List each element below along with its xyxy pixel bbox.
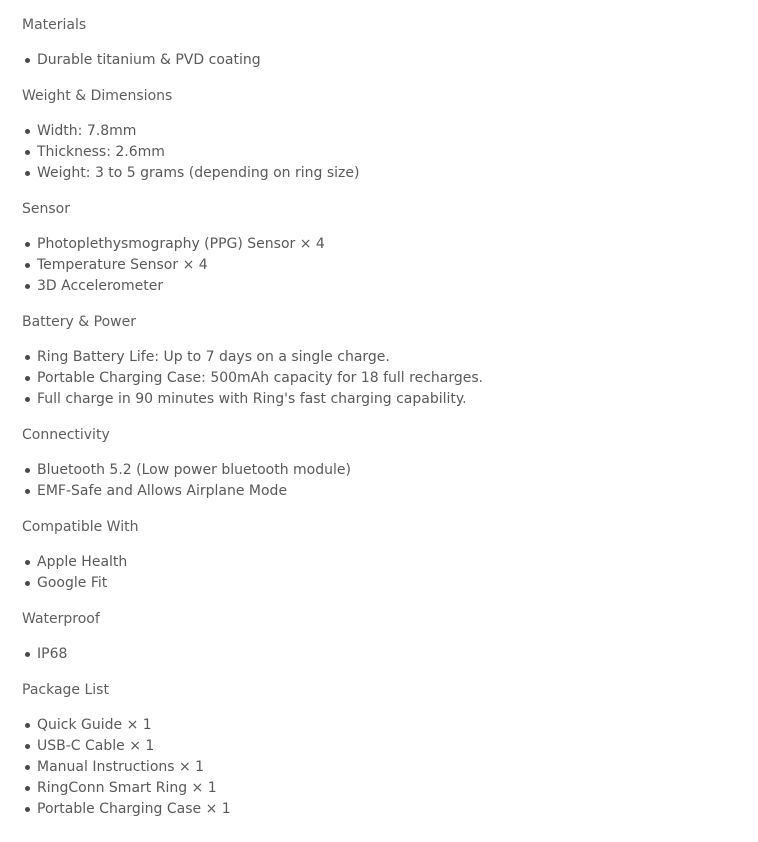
section-title-materials: Materials [22, 17, 87, 33]
connectivity-list [22, 460, 736, 502]
bullet-icon [25, 242, 30, 247]
list-item [37, 163, 736, 184]
list-item [37, 460, 736, 481]
list-item-text: Width: 7.8mm [37, 123, 137, 139]
list-item [37, 276, 736, 297]
bullet-icon [25, 171, 30, 176]
list-item-text: Manual Instructions × 1 [37, 759, 205, 775]
list-item-text: Portable Charging Case × 1 [37, 801, 231, 817]
list-item [37, 368, 736, 389]
bullet-icon [25, 807, 30, 812]
list-item-text: Temperature Sensor × 4 [37, 257, 208, 273]
list-item [37, 573, 736, 594]
bullet-icon [25, 129, 30, 134]
list-item [37, 142, 736, 163]
section-title-connectivity: Connectivity [22, 427, 110, 443]
bullet-icon [25, 376, 30, 381]
bullet-icon [25, 468, 30, 473]
bullet-icon [25, 723, 30, 728]
bullet-icon [25, 652, 30, 657]
bullet-icon [25, 58, 30, 63]
list-item [37, 799, 736, 820]
list-item-text: EMF-Safe and Allows Airplane Mode [37, 483, 288, 499]
list-item [37, 234, 736, 255]
list-item-text: Quick Guide × 1 [37, 717, 152, 733]
list-item-text: Thickness: 2.6mm [37, 144, 165, 160]
list-item-text: IP68 [37, 646, 68, 662]
list-item-text: Apple Health [37, 554, 128, 570]
list-item [37, 644, 736, 665]
bullet-icon [25, 581, 30, 586]
list-item [37, 481, 736, 502]
list-item [37, 347, 736, 368]
list-item [37, 715, 736, 736]
list-item [37, 778, 736, 799]
waterproof-list [22, 644, 736, 665]
weight-dimensions-list [22, 121, 736, 184]
list-item-text: Durable titanium & PVD coating [37, 52, 261, 68]
list-item [37, 121, 736, 142]
bullet-icon [25, 150, 30, 155]
section-title-weight-dimensions: Weight & Dimensions [22, 88, 173, 104]
bullet-icon [25, 560, 30, 565]
bullet-icon [25, 397, 30, 402]
package-list [22, 715, 736, 820]
list-item-text: Bluetooth 5.2 (Low power bluetooth module) [37, 462, 351, 478]
list-item [37, 736, 736, 757]
list-item-text: RingConn Smart Ring × 1 [37, 780, 217, 796]
section-title-sensor: Sensor [22, 201, 70, 217]
battery-power-list [22, 347, 736, 410]
list-item-text: Photoplethysmography (PPG) Sensor × 4 [37, 236, 325, 252]
list-item-text: 3D Accelerometer [37, 278, 164, 294]
compatible-with-list [22, 552, 736, 594]
section-title-waterproof: Waterproof [22, 611, 100, 627]
bullet-icon [25, 786, 30, 791]
list-item [37, 757, 736, 778]
section-title-package-list: Package List [22, 682, 109, 698]
bullet-icon [25, 765, 30, 770]
sensor-list [22, 234, 736, 297]
list-item-text: Google Fit [37, 575, 108, 591]
list-item-text: Ring Battery Life: Up to 7 days on a single charge. [37, 349, 390, 365]
list-item-text: USB-C Cable × 1 [37, 738, 155, 754]
bullet-icon [25, 744, 30, 749]
list-item-text: Full charge in 90 minutes with Ring's fast charging capability. [37, 391, 467, 407]
materials-list [22, 50, 736, 71]
bullet-icon [25, 489, 30, 494]
list-item [37, 50, 736, 71]
bullet-icon [25, 263, 30, 268]
list-item [37, 255, 736, 276]
list-item-text: Portable Charging Case: 500mAh capacity for 18 full recharges. [37, 370, 484, 386]
bullet-icon [25, 355, 30, 360]
list-item [37, 389, 736, 410]
list-item-text: Weight: 3 to 5 grams (depending on ring size) [37, 165, 360, 181]
list-item [37, 552, 736, 573]
section-title-battery-power: Battery & Power [22, 314, 136, 330]
bullet-icon [25, 284, 30, 289]
section-title-compatible-with: Compatible With [22, 519, 139, 535]
